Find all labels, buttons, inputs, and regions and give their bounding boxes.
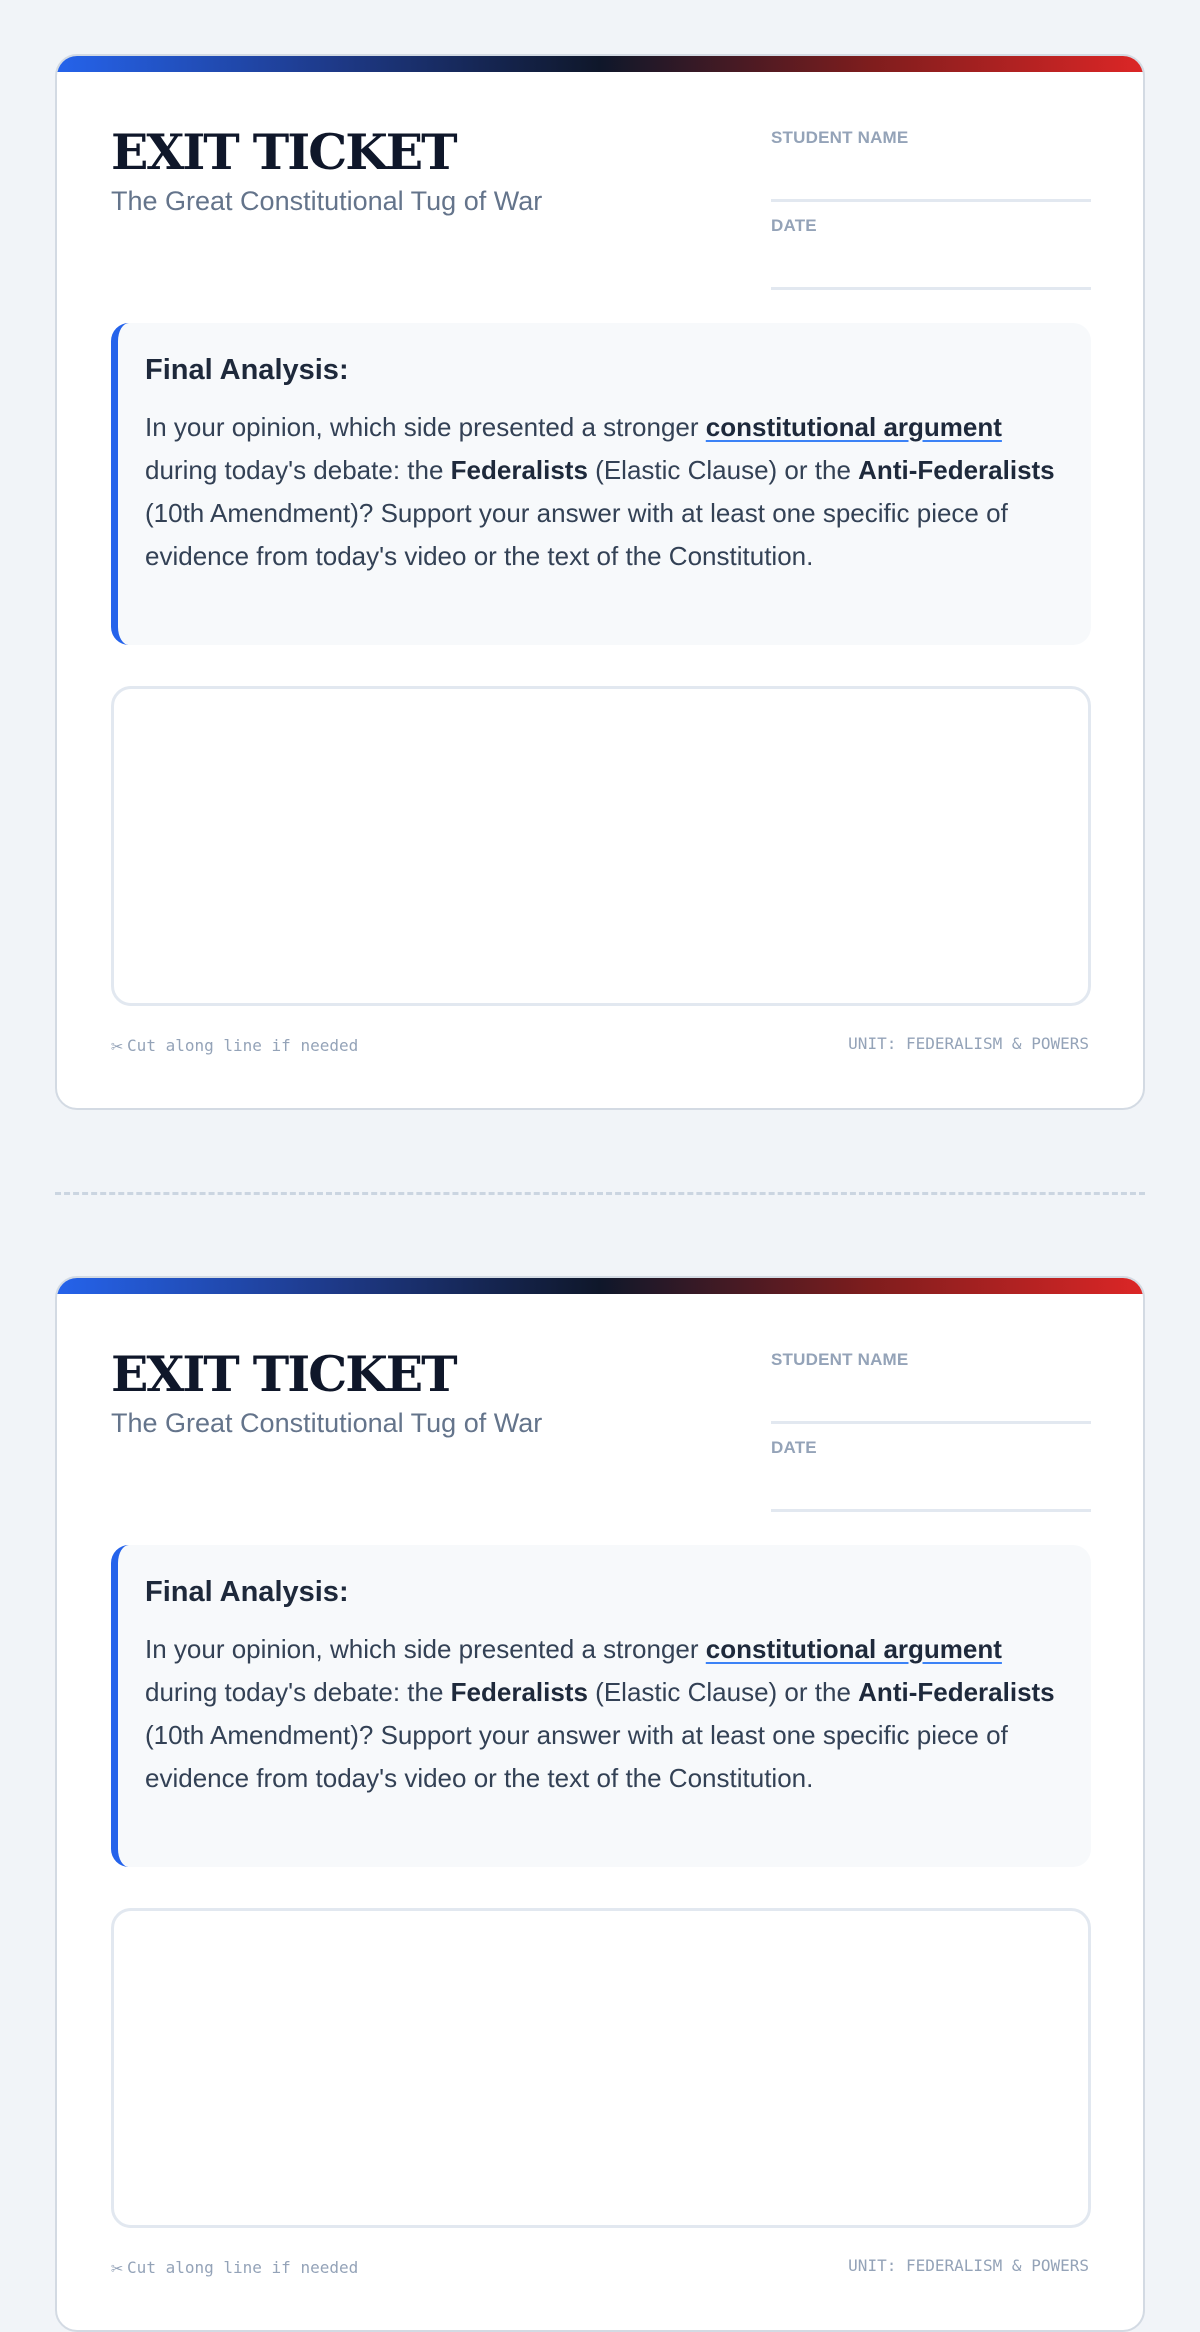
date-label: DATE: [771, 1438, 817, 1457]
exit-ticket-card: [55, 1276, 1145, 2332]
prompt-emphasis-anti-federalists: Anti-Federalists: [858, 454, 1055, 485]
prompt-text: [145, 406, 1063, 578]
student-name-field[interactable]: [771, 1338, 1091, 1424]
prompt-text-part: (Elastic Clause) or the: [587, 454, 859, 485]
prompt-box: [111, 1545, 1091, 1867]
student-name-label: STUDENT NAME: [771, 1350, 909, 1369]
prompt-text-part: In your opinion, which side presented a stronger: [145, 1633, 706, 1664]
unit-label: UNIT: FEDERALISM & POWERS: [848, 2256, 1089, 2275]
cut-note-text: Cut along line if needed: [127, 2258, 359, 2277]
student-name-label: STUDENT NAME: [771, 128, 909, 147]
prompt-emphasis-federalists: Federalists: [450, 454, 588, 485]
date-label: DATE: [771, 216, 817, 235]
prompt-emphasis-constitutional-argument: constitutional argument: [705, 1633, 1002, 1664]
answer-box[interactable]: [111, 686, 1091, 1006]
prompt-text: [145, 1628, 1063, 1800]
prompt-box: [111, 323, 1091, 645]
unit-label: UNIT: FEDERALISM & POWERS: [848, 1034, 1089, 1053]
prompt-text-part: during today's debate: the: [145, 1676, 451, 1707]
prompt-heading: Final Analysis:: [145, 1576, 349, 1608]
date-field[interactable]: [771, 1426, 1091, 1512]
prompt-emphasis-constitutional-argument: constitutional argument: [705, 411, 1002, 442]
cut-line-divider: [55, 1192, 1145, 1195]
student-name-field[interactable]: [771, 116, 1091, 202]
answer-box[interactable]: [111, 1908, 1091, 2228]
prompt-emphasis-anti-federalists: Anti-Federalists: [858, 1676, 1055, 1707]
prompt-text-part: during today's debate: the: [145, 454, 451, 485]
exit-ticket-card: [55, 54, 1145, 1110]
gradient-top-bar: [57, 56, 1143, 72]
ticket-subtitle: The Great Constitutional Tug of War: [111, 186, 543, 216]
ticket-title: EXIT TICKET: [111, 1345, 456, 1403]
prompt-emphasis-federalists: Federalists: [450, 1676, 588, 1707]
cut-note: [111, 1036, 358, 1056]
prompt-text-part: (Elastic Clause) or the: [587, 1676, 859, 1707]
prompt-text-part: (10th Amendment)? Support your answer with at least one specific piece of evidence from today's video or the text of the Constitution.: [145, 497, 1008, 571]
prompt-heading: Final Analysis:: [145, 354, 349, 386]
scissors-icon: ✂: [111, 1034, 124, 1058]
scissors-icon: ✂: [111, 2256, 124, 2280]
date-field[interactable]: [771, 204, 1091, 290]
ticket-title: EXIT TICKET: [111, 123, 456, 181]
cut-note: [111, 2258, 358, 2278]
ticket-subtitle: The Great Constitutional Tug of War: [111, 1408, 543, 1438]
prompt-text-part: In your opinion, which side presented a stronger: [145, 411, 706, 442]
prompt-text-part: (10th Amendment)? Support your answer with at least one specific piece of evidence from today's video or the text of the Constitution.: [145, 1719, 1008, 1793]
gradient-top-bar: [57, 1278, 1143, 1294]
cut-note-text: Cut along line if needed: [127, 1036, 359, 1055]
